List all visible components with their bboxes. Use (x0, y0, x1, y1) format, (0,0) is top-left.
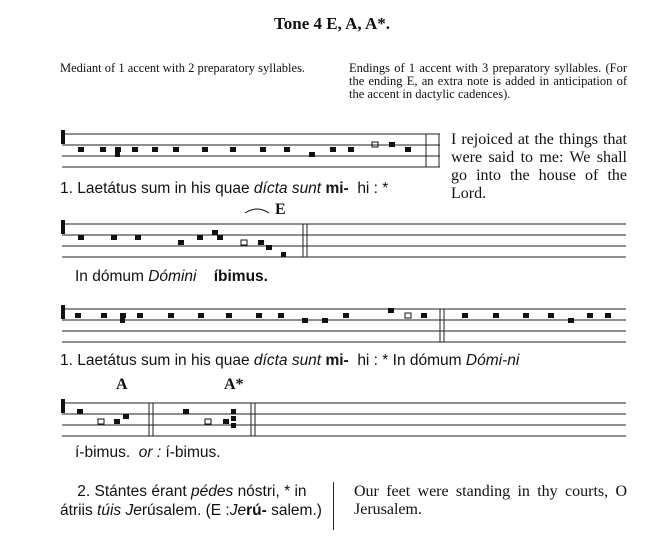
page-title: Tone 4 E, A, A*. (273, 14, 391, 33)
mediant-note: Mediant of 1 accent with 2 preparatory syllables. (60, 61, 306, 75)
verse-divider (333, 482, 334, 530)
ending-a-label: A (116, 376, 128, 393)
example-1-translation: I rejoiced at the things that were said to me: We shall go into the house of the Lord. (451, 131, 627, 202)
verse-2-text: 2. Stántes érant pédes nóstri, * in átriis túis Jerúsalem. (E :Jerú- salem.) (60, 483, 322, 519)
ending-e-label: E (275, 201, 286, 218)
slur-mark (243, 206, 271, 214)
ending-e-lyric: In dómum Dómini íbimus. (75, 268, 268, 285)
ending-a-star-label: A* (224, 376, 244, 393)
endings-note: Endings of 1 accent with 3 preparatory syllables. (For the ending E, an extra note is added in anticipation of the accent in dactylic cadences). (349, 61, 627, 101)
staff-endings-a (0, 397, 630, 443)
example-2-lyric: 1. Laetátus sum in his quae dícta sunt mi- hi : * In dómum Dómi-ni (60, 352, 520, 369)
staff-example-2 (0, 303, 630, 349)
example-1-lyric: 1. Laetátus sum in his quae dícta sunt mi- hi : * (60, 180, 389, 197)
clef-mark (61, 130, 65, 144)
verse-2-translation: Our feet were standing in thy courts, O Jerusalem. (354, 483, 627, 518)
endings-a-lyric: í-bimus. or : í-bimus. (75, 444, 221, 461)
staff-example-1 (0, 128, 444, 174)
staff-ending-e (0, 218, 630, 264)
